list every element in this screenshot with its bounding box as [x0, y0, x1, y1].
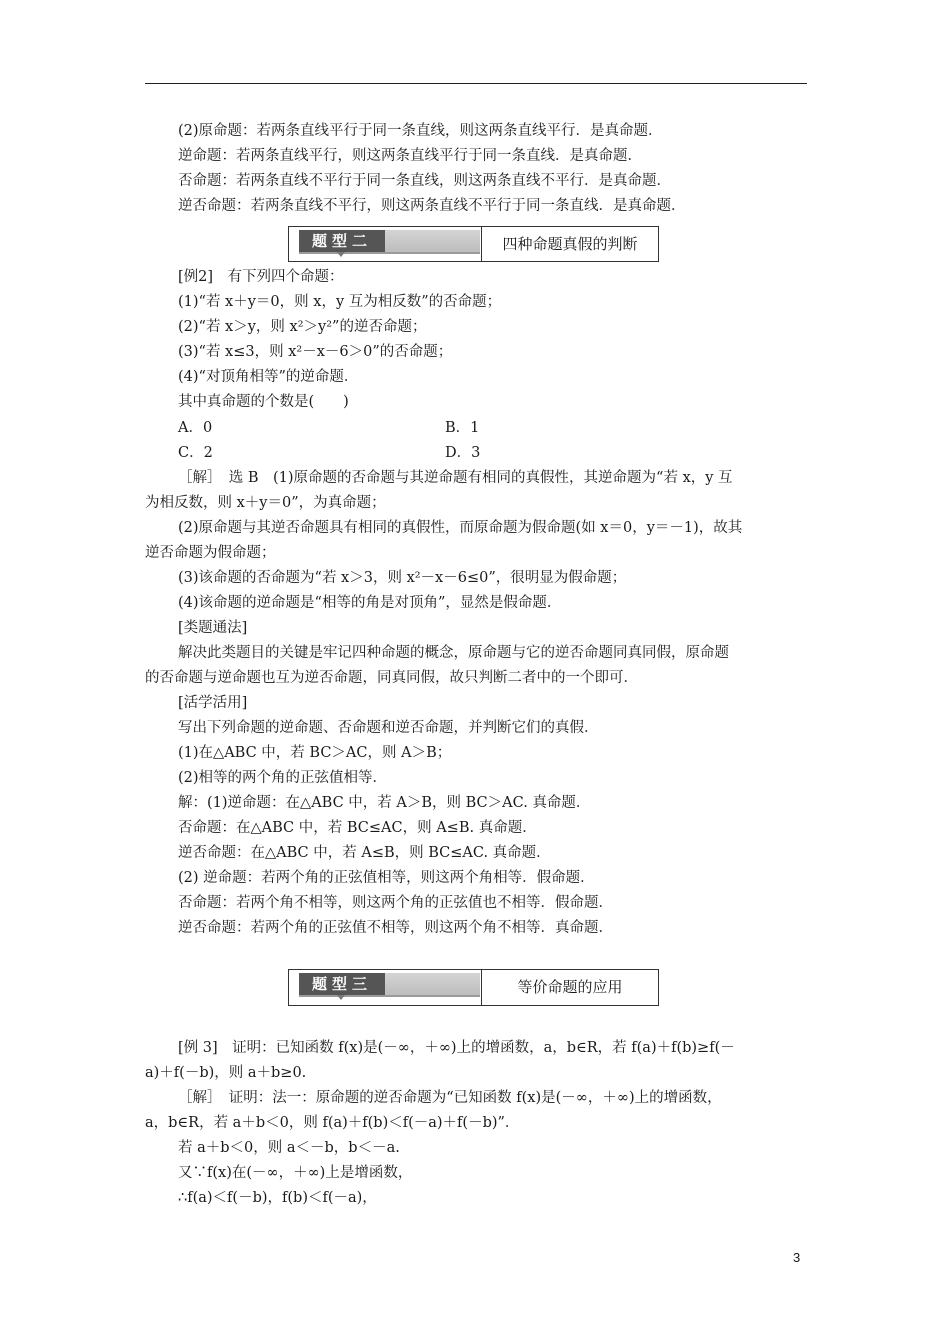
method-heading: [类题通法]	[178, 620, 248, 636]
option-a: A．0	[178, 420, 213, 436]
section-tag-label: 题型二	[299, 230, 385, 252]
section-tag-label: 题型三	[299, 973, 385, 995]
option-d: D．3	[445, 445, 481, 461]
text-line: (2)原命题：若两条直线平行于同一条直线，则这两条直线平行．是真命题．	[178, 123, 663, 139]
practice-line: (2) 逆命题：若两个角的正弦值相等，则这两个角相等．假命题．	[178, 870, 595, 886]
solution-line: 为相反数，则 x＋y＝0”，为真命题；	[145, 495, 386, 511]
text-line: 否命题：若两条直线不平行于同一条直线，则这两条直线不平行．是真命题．	[178, 173, 671, 189]
section-header-type2	[288, 226, 659, 262]
example3-line: a)＋f(－b)，则 a＋b≥0.	[145, 1065, 307, 1081]
solution3-line: a，b∈R，若 a＋b＜0，则 f(a)＋f(b)＜f(－a)＋f(－b)”．	[145, 1115, 520, 1131]
option-b: B．1	[445, 420, 480, 436]
section-tag	[299, 230, 480, 254]
header-rule	[145, 83, 807, 84]
method-line: 解决此类题目的关键是牢记四种命题的概念，原命题与它的逆否命题同真同假，原命题	[178, 645, 729, 661]
section-header-type3	[288, 969, 659, 1006]
solution-line: (2)原命题与其逆否命题具有相同的真假性，而原命题为假命题(如 x＝0，y＝－1)，故其	[178, 520, 743, 536]
practice-line: (2)相等的两个角的正弦值相等．	[178, 770, 388, 786]
example3-line: [例 3] 证明：已知函数 f(x)是(－∞，＋∞)上的增函数，a，b∈R，若 f(a)＋f(b)≥f(－	[178, 1040, 735, 1056]
solution3-line: 又∵f(x)在(－∞，＋∞)上是增函数，	[178, 1165, 413, 1181]
practice-line: 写出下列命题的逆命题、否命题和逆否命题，并判断它们的真假．	[178, 720, 599, 736]
question: 其中真命题的个数是( )	[178, 394, 349, 410]
example-stem: [例2] 有下列四个命题：	[178, 269, 344, 285]
practice-line: 逆否命题：若两个角的正弦值不相等，则这两个角不相等．真命题．	[178, 920, 613, 936]
solution3-line: ［解］ 证明：法一：原命题的逆否命题为“已知函数 f(x)是(－∞，＋∞)上的增函数，	[178, 1090, 722, 1106]
solution-line: (4)该命题的逆命题是“相等的角是对顶角”，显然是假命题．	[178, 595, 562, 611]
practice-line: 解：(1)逆命题：在△ABC 中，若 A＞B，则 BC＞AC. 真命题．	[178, 795, 591, 811]
text-line: 逆命题：若两条直线平行，则这两条直线平行于同一条直线．是真命题．	[178, 148, 642, 164]
practice-line: 否命题：在△ABC 中，若 BC≤AC，则 A≤B. 真命题．	[178, 820, 537, 836]
example-item: (1)“若 x＋y＝0，则 x，y 互为相反数”的否命题；	[178, 294, 502, 310]
tag-notch-icon	[337, 252, 345, 257]
solution-line: (3)该命题的否命题为“若 x＞3，则 x²－x－6≤0”，很明显为假命题；	[178, 570, 627, 586]
example-item: (3)“若 x≤3，则 x²－x－6＞0”的否命题；	[178, 344, 453, 360]
solution-line: ［解］ 选 B (1)原命题的否命题与其逆命题有相同的真假性，其逆命题为“若 x，y 互	[178, 470, 733, 486]
method-line: 的否命题与逆命题也互为逆否命题，同真同假，故只判断二者中的一个即可．	[145, 670, 638, 686]
practice-line: 逆否命题：在△ABC 中，若 A≤B，则 BC≤AC. 真命题．	[178, 845, 551, 861]
page-number: 3	[793, 1250, 801, 1265]
practice-line: (1)在△ABC 中，若 BC＞AC，则 A＞B；	[178, 745, 452, 761]
section-title: 等价命题的应用	[517, 978, 623, 996]
text-line: 逆否命题：若两条直线不平行，则这两条直线不平行于同一条直线．是真命题．	[178, 198, 686, 214]
example-item: (2)“若 x＞y，则 x²＞y²”的逆否命题；	[178, 319, 427, 335]
section-title: 四种命题真假的判断	[502, 235, 638, 253]
solution3-line: 若 a＋b＜0，则 a＜－b，b＜－a.	[178, 1140, 400, 1156]
option-c: C．2	[178, 445, 213, 461]
section-tag	[299, 973, 480, 997]
example-item: (4)“对顶角相等”的逆命题．	[178, 369, 359, 385]
tag-notch-icon	[337, 995, 345, 1000]
solution-line: 逆否命题为假命题；	[145, 545, 276, 561]
practice-line: 否命题：若两个角不相等，则这两个角的正弦值也不相等．假命题．	[178, 895, 613, 911]
practice-heading: [活学活用]	[178, 695, 248, 711]
solution3-line: ∴f(a)＜f(－b)，f(b)＜f(－a)，	[178, 1190, 377, 1206]
